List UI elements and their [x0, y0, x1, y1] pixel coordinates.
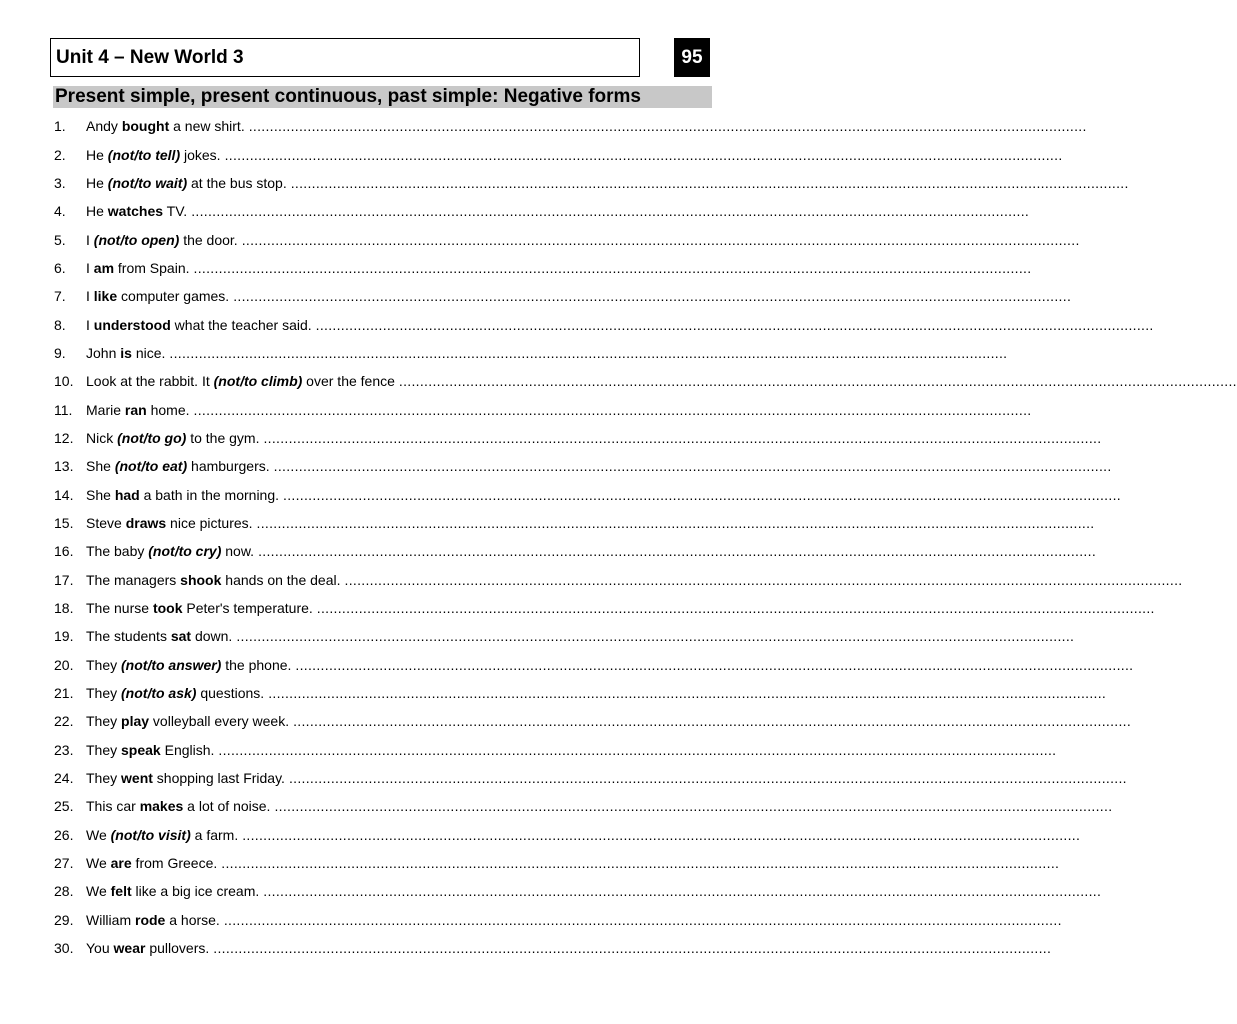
- answer-line[interactable]: ........................................................................................................................................................................................................: [315, 316, 1154, 333]
- answer-line[interactable]: ........................................................................................................................................................................................................: [224, 146, 1063, 163]
- sentence-end: down.: [191, 628, 233, 645]
- exercise-item: [54, 821, 1081, 849]
- exercise-item: [54, 282, 1072, 310]
- exercise-sentence: [86, 883, 259, 899]
- exercise-sentence: [86, 600, 313, 616]
- exercise-sentence: [86, 940, 209, 956]
- exercise-item: [54, 310, 1154, 338]
- exercise-number: 12.: [54, 429, 74, 446]
- sentence-start: The baby: [86, 543, 149, 560]
- sentence-start: I: [86, 231, 94, 248]
- sentence-start: The nurse: [86, 600, 153, 617]
- sentence-start: You: [86, 940, 114, 957]
- exercise-item: [54, 452, 1112, 480]
- exercise-item: [54, 906, 1062, 934]
- sentence-start: Steve: [86, 514, 126, 531]
- exercise-sentence: [86, 657, 291, 673]
- exercise-sentence: [86, 260, 190, 276]
- verb-keyword: rode: [135, 911, 166, 928]
- answer-line[interactable]: ........................................................................................................................................................................................................: [263, 883, 1102, 900]
- exercise-number: 10.: [54, 373, 74, 390]
- exercise-number: 17.: [54, 571, 74, 588]
- exercise-number: 8.: [54, 316, 66, 333]
- exercise-sentence: [86, 827, 238, 843]
- answer-line[interactable]: ........................................................................................................................................................................................................: [274, 798, 1113, 815]
- exercise-number: 29.: [54, 911, 74, 928]
- answer-line[interactable]: ........................................................................................................................................................................................................: [258, 543, 1097, 560]
- exercise-sentence: [86, 742, 214, 758]
- verb-prompt: (not/to answer): [121, 656, 222, 673]
- sentence-end: the door.: [179, 231, 238, 248]
- answer-line[interactable]: ........................................................................................................................................................................................................: [223, 911, 1062, 928]
- exercise-number: 24.: [54, 770, 74, 787]
- sentence-end: a new shirt.: [169, 118, 245, 135]
- exercise-sentence: [86, 345, 165, 361]
- sentence-start: The students: [86, 628, 171, 645]
- exercise-sentence: [86, 487, 279, 503]
- sentence-start: He: [86, 146, 108, 163]
- verb-prompt: (not/to eat): [114, 458, 188, 475]
- sentence-start: Nick: [86, 429, 118, 446]
- verb-keyword: am: [93, 259, 115, 276]
- exercise-item: [54, 367, 1237, 395]
- verb-prompt: (not/to visit): [110, 826, 191, 843]
- sentence-end: pullovers.: [145, 940, 210, 957]
- sentence-end: hamburgers.: [187, 458, 270, 475]
- exercise-sentence: [86, 373, 395, 389]
- answer-line[interactable]: ........................................................................................................................................................................................................: [344, 571, 1183, 588]
- verb-keyword: makes: [139, 798, 184, 815]
- exercise-number: 9.: [54, 344, 66, 361]
- exercise-item: [54, 537, 1097, 565]
- exercise-sentence: [86, 203, 187, 219]
- exercise-number: 13.: [54, 458, 74, 475]
- exercise-item: [54, 140, 1063, 168]
- verb-keyword: bought: [121, 118, 170, 135]
- sentence-start: William: [86, 911, 135, 928]
- exercise-number: 19.: [54, 628, 74, 645]
- answer-line[interactable]: ........................................................................................................................................................................................................: [248, 118, 1087, 135]
- answer-line[interactable]: ........................................................................................................................................................................................................: [293, 713, 1132, 730]
- exercise-sentence: [86, 572, 341, 588]
- sentence-end: the phone.: [221, 656, 292, 673]
- exercise-sentence: [86, 118, 245, 134]
- sentence-start: She: [86, 486, 115, 503]
- verb-keyword: draws: [125, 514, 167, 531]
- exercise-item: [54, 877, 1102, 905]
- sentence-start: They: [86, 656, 122, 673]
- sentence-end: English.: [160, 741, 215, 758]
- exercise-sentence: [86, 515, 253, 531]
- sentence-end: at the bus stop.: [187, 174, 287, 191]
- sentence-start: We: [86, 826, 111, 843]
- section-title: Present simple, present continuous, past simple: Negative forms: [53, 86, 712, 108]
- verb-prompt: (not/to cry): [148, 543, 222, 560]
- answer-line[interactable]: ........................................................................................................................................................................................................: [233, 288, 1072, 305]
- answer-line[interactable]: ........................................................................................................................................................................................................: [191, 203, 1030, 220]
- sentence-end: a lot of noise.: [183, 798, 271, 815]
- sentence-end: shopping last Friday.: [152, 770, 285, 787]
- sentence-end: what the teacher said.: [170, 316, 312, 333]
- exercise-number: 28.: [54, 883, 74, 900]
- exercise-number: 1.: [54, 118, 66, 135]
- unit-title: Unit 4 – New World 3: [50, 38, 640, 77]
- verb-prompt: (not/to go): [117, 429, 187, 446]
- answer-line[interactable]: ........................................................................................................................................................................................................: [290, 174, 1129, 191]
- sentence-end: a farm.: [190, 826, 239, 843]
- sentence-end: a horse.: [165, 911, 220, 928]
- sentence-end: home.: [146, 401, 190, 418]
- answer-line[interactable]: ........................................................................................................................................................................................................: [263, 429, 1102, 446]
- exercise-item: [54, 707, 1132, 735]
- exercise-sentence: [86, 713, 289, 729]
- exercise-number: 2.: [54, 146, 66, 163]
- sentence-start: They: [86, 713, 122, 730]
- sentence-start: This car: [86, 798, 140, 815]
- answer-line[interactable]: ........................................................................................................................................................................................................: [288, 770, 1127, 787]
- exercise-item: [54, 112, 1087, 140]
- exercise-item: [54, 395, 1032, 423]
- answer-line[interactable]: ........................................................................................................................................................................................................: [256, 514, 1095, 531]
- page-number: 95: [674, 38, 710, 77]
- exercise-sentence: [86, 458, 270, 474]
- verb-keyword: understood: [93, 316, 171, 333]
- answer-line[interactable]: ........................................................................................................................................................................................................: [193, 259, 1032, 276]
- exercise-number: 6.: [54, 259, 66, 276]
- answer-line[interactable]: ........................................................................................................................................................................................................: [221, 855, 1060, 872]
- exercise-sentence: [86, 147, 221, 163]
- verb-keyword: play: [121, 713, 150, 730]
- sentence-start: John: [86, 344, 121, 361]
- sentence-end: questions.: [196, 685, 265, 702]
- verb-prompt: (not/to climb): [213, 373, 303, 390]
- answer-line[interactable]: ........................................................................................................................................................................................................: [236, 628, 1075, 645]
- sentence-start: I: [86, 316, 94, 333]
- exercise-item: [54, 169, 1129, 197]
- exercise-sentence: [86, 175, 287, 191]
- sentence-start: She: [86, 458, 115, 475]
- sentence-start: They: [86, 685, 122, 702]
- verb-keyword: are: [110, 855, 132, 872]
- sentence-end: over the fence: [302, 373, 395, 390]
- exercise-item: [54, 651, 1134, 679]
- exercise-sentence: [86, 912, 220, 928]
- exercise-number: 7.: [54, 288, 66, 305]
- verb-keyword: ran: [124, 401, 147, 418]
- exercise-number: 5.: [54, 231, 66, 248]
- exercise-number: 14.: [54, 486, 74, 503]
- exercise-list: [54, 112, 1237, 962]
- exercise-sentence: [86, 543, 254, 559]
- exercise-sentence: [86, 628, 232, 644]
- exercise-item: [54, 594, 1155, 622]
- exercise-item: [54, 849, 1060, 877]
- verb-prompt: (not/to ask): [121, 685, 197, 702]
- sentence-start: Marie: [86, 401, 125, 418]
- answer-line[interactable]: ........................................................................................................................................................................................................: [316, 600, 1155, 617]
- exercise-sentence: [86, 288, 229, 304]
- sentence-start: They: [86, 770, 122, 787]
- exercise-number: 21.: [54, 685, 74, 702]
- exercise-item: [54, 197, 1030, 225]
- exercise-sentence: [86, 430, 259, 446]
- exercise-item: [54, 509, 1095, 537]
- exercise-sentence: [86, 317, 312, 333]
- exercise-item: [54, 480, 1121, 508]
- sentence-start: Andy: [86, 118, 122, 135]
- answer-line[interactable]: ........................................................................................................................................................................................................: [283, 486, 1121, 503]
- sentence-end: computer games.: [117, 288, 230, 305]
- verb-keyword: is: [120, 344, 132, 361]
- sentence-start: I: [86, 259, 94, 276]
- answer-line[interactable]: ........................................................................................................................................................................................................: [242, 826, 1081, 843]
- exercise-sentence: [86, 855, 217, 871]
- verb-keyword: speak: [121, 741, 161, 758]
- sentence-end: now.: [221, 543, 255, 560]
- answer-line[interactable]: ........................................................................................................................................................................................................: [193, 401, 1032, 418]
- verb-keyword: had: [114, 486, 140, 503]
- sentence-end: TV.: [163, 203, 188, 220]
- sentence-start: He: [86, 174, 108, 191]
- exercise-sentence: [86, 402, 190, 418]
- exercise-sentence: [86, 770, 285, 786]
- answer-line[interactable]: ........................................................................................................................................................................................................: [241, 231, 1080, 248]
- sentence-start: He: [86, 203, 108, 220]
- verb-keyword: sat: [170, 628, 192, 645]
- exercise-item: [54, 622, 1075, 650]
- exercise-number: 23.: [54, 741, 74, 758]
- answer-line[interactable]: ........................................................................................................................................................................................................: [398, 373, 1237, 390]
- verb-prompt: (not/to open): [93, 231, 180, 248]
- exercise-item: [54, 225, 1080, 253]
- exercise-item: [54, 339, 1008, 367]
- verb-keyword: shook: [180, 571, 222, 588]
- sentence-end: Peter's temperature.: [182, 600, 313, 617]
- sentence-end: nice pictures.: [166, 514, 253, 531]
- exercise-item: [54, 679, 1107, 707]
- exercise-item: [54, 254, 1032, 282]
- exercise-number: 25.: [54, 798, 74, 815]
- answer-line[interactable]: ........................................................................................................................................................................................................: [268, 685, 1107, 702]
- exercise-sentence: [86, 685, 264, 701]
- sentence-end: from Greece.: [131, 855, 218, 872]
- verb-keyword: wear: [113, 940, 146, 957]
- verb-keyword: went: [121, 770, 153, 787]
- sentence-end: hands on the deal.: [221, 571, 341, 588]
- exercise-number: 15.: [54, 514, 74, 531]
- sentence-start: The managers: [86, 571, 181, 588]
- exercise-number: 26.: [54, 826, 74, 843]
- exercise-sentence: [86, 798, 270, 814]
- sentence-end: to the gym.: [186, 429, 260, 446]
- exercise-number: 18.: [54, 600, 74, 617]
- sentence-end: nice.: [131, 344, 166, 361]
- sentence-start: We: [86, 855, 111, 872]
- sentence-start: We: [86, 883, 111, 900]
- sentence-end: like a big ice cream.: [131, 883, 260, 900]
- verb-keyword: felt: [110, 883, 132, 900]
- exercise-number: 22.: [54, 713, 74, 730]
- answer-line[interactable]: ........................................................................................................................................................................................................: [295, 656, 1134, 673]
- sentence-end: from Spain.: [114, 259, 190, 276]
- exercise-item: [54, 424, 1102, 452]
- answer-line[interactable]: ........................................................................................................................................................................................................: [273, 458, 1112, 475]
- answer-line[interactable]: ........................................................................................................................................................................................................: [169, 344, 1008, 361]
- exercise-number: 4.: [54, 203, 66, 220]
- sentence-start: They: [86, 741, 122, 758]
- sentence-end: jokes.: [180, 146, 221, 163]
- exercise-item: [54, 792, 1113, 820]
- exercise-number: 20.: [54, 656, 74, 673]
- sentence-end: volleyball every week.: [149, 713, 290, 730]
- exercise-item: [54, 566, 1183, 594]
- sentence-start: I: [86, 288, 94, 305]
- exercise-number: 27.: [54, 855, 74, 872]
- exercise-item: [54, 736, 1057, 764]
- verb-prompt: (not/to tell): [107, 146, 181, 163]
- verb-keyword: like: [93, 288, 118, 305]
- answer-line[interactable]: ........................................................................................................................................................................................................: [213, 940, 1052, 957]
- verb-prompt: (not/to wait): [107, 174, 188, 191]
- exercise-item: [54, 764, 1127, 792]
- exercise-sentence: [86, 232, 238, 248]
- verb-keyword: watches: [107, 203, 164, 220]
- sentence-end: a bath in the morning.: [139, 486, 280, 503]
- exercise-number: 16.: [54, 543, 74, 560]
- exercise-number: 30.: [54, 940, 74, 957]
- exercise-number: 3.: [54, 174, 66, 191]
- exercise-number: 11.: [54, 401, 73, 418]
- sentence-start: Look at the rabbit. It: [86, 373, 214, 390]
- verb-keyword: took: [152, 600, 183, 617]
- answer-line[interactable]: ........................................................................................................................................................................................................: [218, 741, 1057, 758]
- exercise-item: [54, 934, 1052, 962]
